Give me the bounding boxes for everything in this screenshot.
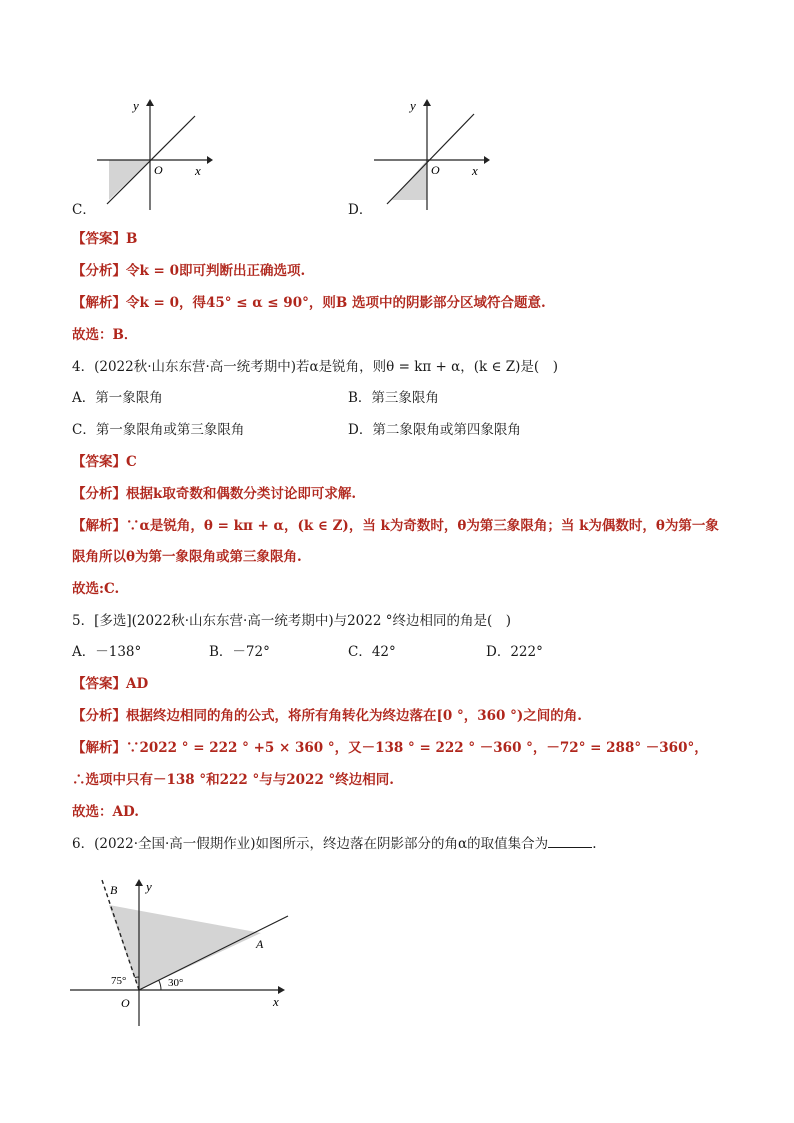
y-axis-label: y	[410, 98, 416, 113]
q4-solution-line-2: 限角所以θ为第一象限角或第三象限角.	[72, 549, 302, 565]
q6-stem-text: 6．(2022·全国·高一假期作业)如图所示，终边落在阴影部分的角α的取值集合为	[72, 836, 549, 852]
q4-choose: 故选:C.	[72, 581, 120, 597]
q5-option-c: C．42°	[348, 644, 396, 660]
q4-answer: 【答案】C	[72, 454, 137, 470]
shaded-region	[109, 160, 150, 200]
x-axis-label: x	[195, 163, 201, 178]
q3-analysis: 【分析】令k = 0即可判断出正确选项.	[72, 263, 306, 279]
q5-stem: 5．[多选](2022秋·山东东营·高一统考期中)与2022 °终边相同的角是( )	[72, 613, 512, 629]
q4-option-b: B．第三象限角	[348, 390, 439, 406]
q5-answer: 【答案】AD	[72, 676, 149, 692]
origin-label: O	[431, 163, 440, 177]
figure-option-c	[95, 96, 215, 214]
q5-choose: 故选：AD.	[72, 804, 139, 820]
point-a-label: A	[256, 937, 264, 951]
q4-stem: 4．(2022秋·山东东营·高一统考期中)若α是锐角，则θ = kπ + α，(k ∈ Z)是( )	[72, 359, 558, 375]
angle-75-label: 75°	[111, 975, 127, 987]
q5-option-a: A．－138°	[72, 644, 142, 660]
angle-30-label: 30°	[168, 977, 184, 989]
y-axis-label: y	[146, 879, 152, 894]
y-axis-arrow	[146, 99, 154, 106]
point-b-label: B	[110, 883, 118, 897]
q5-solution-line-1: 【解析】∵2022 ° = 222 ° +5 × 360 °，又－138 ° = 222 ° －360 °，－72° = 288° －360°，	[72, 740, 708, 756]
q4-option-c: C．第一象限角或第三象限角	[72, 422, 245, 438]
option-c-label: C．	[72, 202, 96, 218]
q5-option-b: B．－72°	[209, 644, 270, 660]
q5-analysis: 【分析】根据终边相同的角的公式，将所有角转化为终边落在[0 °，360 °)之间的角.	[72, 708, 582, 724]
option-d-label: D．	[348, 202, 373, 218]
q6-stem-end: .	[592, 836, 597, 852]
shaded-region	[109, 905, 261, 990]
y-axis-label: y	[133, 98, 139, 113]
q4-option-a: A．第一象限角	[72, 390, 163, 406]
q3-solution: 【解析】令k = 0，得45° ≤ α ≤ 90°，则B 选项中的阴影部分区域符合题意.	[72, 295, 546, 311]
q4-solution-line-1: 【解析】∵α是锐角，θ = kπ + α，(k ∈ Z)，当 k为奇数时，θ为第三象限角；当 k为偶数时，θ为第一象	[72, 518, 719, 534]
answer-blank	[548, 835, 592, 848]
x-axis-label: x	[472, 163, 478, 178]
origin-label: O	[121, 996, 130, 1010]
x-axis-arrow	[484, 156, 490, 164]
q3-choose: 故选：B．	[72, 327, 138, 343]
x-axis-arrow	[278, 986, 285, 994]
q4-option-d: D．第二象限角或第四象限角	[348, 422, 521, 438]
y-axis-arrow	[423, 99, 431, 106]
q6-stem	[72, 835, 596, 853]
y-axis-arrow	[135, 879, 143, 886]
figure-q6	[66, 872, 296, 1032]
figure-option-d	[372, 96, 492, 214]
q5-option-d: D．222°	[486, 644, 543, 660]
q5-solution-line-2: ∴选项中只有－138 °和222 °与与2022 °终边相同.	[72, 772, 394, 788]
q3-answer: 【答案】B	[72, 231, 138, 247]
angle-arc-30	[159, 980, 161, 990]
x-axis-arrow	[207, 156, 213, 164]
diagonal-line	[387, 114, 474, 204]
x-axis-label: x	[273, 994, 279, 1009]
q4-analysis: 【分析】根据k取奇数和偶数分类讨论即可求解.	[72, 486, 357, 502]
origin-label: O	[154, 163, 163, 177]
